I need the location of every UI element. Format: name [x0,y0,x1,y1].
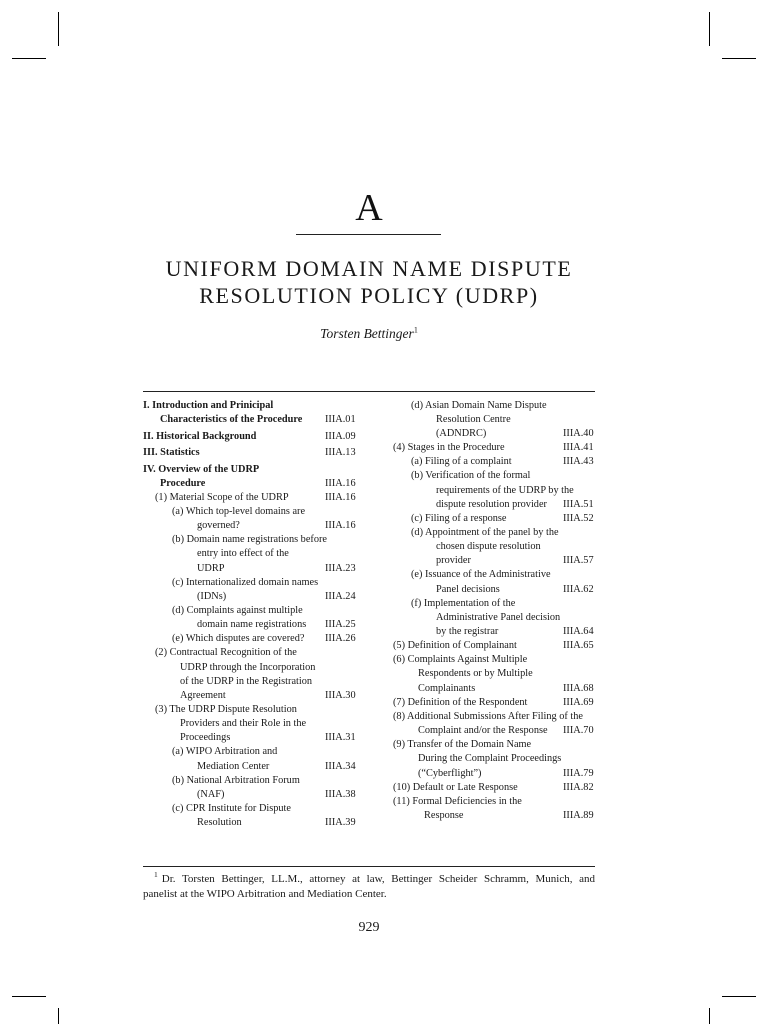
toc-entry-ii[interactable]: II. Historical Background [143,431,257,442]
toc-paragraph-ref[interactable]: IIIA.13 [325,447,356,458]
toc-paragraph-ref[interactable]: IIIA.69 [563,697,594,708]
toc-paragraph-ref[interactable]: IIIA.52 [563,513,594,524]
toc-entry[interactable]: (6) Complaints Against Multiple [393,654,528,665]
toc-entry[interactable]: requirements of the UDRP by the [436,485,574,496]
toc-paragraph-ref[interactable]: IIIA.38 [325,789,356,800]
footnote-marker: 1 [154,870,158,880]
toc-entry[interactable]: Proceedings [180,732,231,743]
toc-entry[interactable]: (NAF) [197,789,225,800]
toc-entry[interactable]: (10) Default or Late Response [393,782,518,793]
toc-top-rule [143,391,595,392]
toc-entry[interactable]: of the UDRP in the Registration [180,676,313,687]
chapter-title-line: UNIFORM DOMAIN NAME DISPUTE [165,256,573,281]
toc-entry[interactable]: (11) Formal Deficiencies in the [393,796,522,807]
toc-paragraph-ref[interactable]: IIIA.26 [325,633,356,644]
toc-entry-iv[interactable]: IV. Overview of the UDRP [143,464,260,475]
toc-entry[interactable]: (7) Definition of the Respondent [393,697,528,708]
toc-entry[interactable]: (d) Appointment of the panel by the [411,527,559,538]
toc-entry[interactable]: by the registrar [436,626,499,637]
crop-mark [58,1008,59,1024]
toc-entry[interactable]: (a) Which top-level domains are [172,506,306,517]
chapter-letter: A [355,187,383,229]
toc-paragraph-ref[interactable]: IIIA.57 [563,555,594,566]
toc-entry[interactable]: (c) CPR Institute for Dispute [172,803,291,814]
toc-entry[interactable]: chosen dispute resolution [436,541,541,552]
toc-entry-i-cont[interactable]: Characteristics of the Procedure [160,414,303,425]
toc-entry[interactable]: (4) Stages in the Procedure [393,442,505,453]
chapter-title-line: RESOLUTION POLICY (UDRP) [199,283,539,308]
chapter-rule [296,234,441,235]
toc-entry[interactable]: Providers and their Role in the [180,718,307,729]
toc-entry[interactable]: (b) Domain name registrations before [172,534,327,545]
toc-paragraph-ref[interactable]: IIIA.51 [563,499,594,510]
toc-entry[interactable]: (e) Issuance of the Administrative [411,569,551,580]
toc-entry[interactable]: Complainants [418,683,476,694]
footnote [143,872,595,902]
toc-paragraph-ref[interactable]: IIIA.70 [563,725,594,736]
toc-entry[interactable]: (5) Definition of Complainant [393,640,517,651]
toc-paragraph-ref[interactable]: IIIA.40 [563,428,594,439]
footnote-text: Dr. Torsten Bettinger, LL.M., attorney at law, Bettinger Scheider Schramm, Munich, and [161,873,595,885]
toc-paragraph-ref[interactable]: IIIA.34 [325,761,356,772]
crop-mark [58,12,59,46]
toc-entry[interactable]: Mediation Center [197,761,270,772]
toc-paragraph-ref[interactable]: IIIA.16 [325,520,356,531]
toc-paragraph-ref[interactable]: IIIA.62 [563,584,594,595]
toc-paragraph-ref[interactable]: IIIA.16 [325,478,356,489]
toc-entry-i[interactable]: I. Introduction and Prinicipal [143,400,274,411]
toc-paragraph-ref[interactable]: IIIA.89 [563,810,594,821]
crop-mark [722,996,756,997]
toc-entry[interactable]: During the Complaint Proceedings [418,753,562,764]
toc-paragraph-ref[interactable]: IIIA.09 [325,431,356,442]
toc-entry[interactable]: UDRP [197,563,225,574]
toc-entry-iv-cont[interactable]: Procedure [160,478,206,489]
toc-entry[interactable]: dispute resolution provider [436,499,547,510]
crop-mark [722,58,756,59]
toc-entry[interactable]: (c) Filing of a response [411,513,507,524]
toc-paragraph-ref[interactable]: IIIA.79 [563,768,594,779]
toc-entry[interactable]: (f) Implementation of the [411,598,516,609]
toc-entry[interactable]: (c) Internationalized domain names [172,577,319,588]
toc-entry[interactable]: (3) The UDRP Dispute Resolution [155,704,297,715]
toc-entry[interactable]: (ADNDRC) [436,428,487,439]
toc-entry-iii[interactable]: III. Statistics [143,447,200,458]
crop-mark [12,996,46,997]
toc-paragraph-ref[interactable]: IIIA.31 [325,732,356,743]
toc-entry[interactable]: provider [436,555,471,566]
toc-entry[interactable]: Response [424,810,464,821]
toc-paragraph-ref[interactable]: IIIA.64 [563,626,594,637]
toc-paragraph-ref[interactable]: IIIA.25 [325,619,356,630]
toc-entry[interactable]: (1) Material Scope of the UDRP [155,492,289,503]
toc-paragraph-ref[interactable]: IIIA.82 [563,782,594,793]
toc-entry[interactable]: (d) Asian Domain Name Dispute [411,400,547,411]
toc-entry[interactable]: UDRP through the Incorporation [180,662,316,673]
toc-entry[interactable]: Complaint and/or the Response [418,725,548,736]
toc-paragraph-ref[interactable]: IIIA.68 [563,683,594,694]
footnote-text: panelist at the WIPO Arbitration and Mediation Center. [143,888,387,900]
toc-entry[interactable]: Resolution Centre [436,414,511,425]
toc-paragraph-ref[interactable]: IIIA.65 [563,640,594,651]
toc-entry[interactable]: (9) Transfer of the Domain Name [393,739,532,750]
toc-entry[interactable]: entry into effect of the [197,548,289,559]
toc-entry[interactable]: (8) Additional Submissions After Filing of the [393,711,583,722]
toc-entry[interactable]: (a) Filing of a complaint [411,456,512,467]
toc-entry[interactable]: Resolution [197,817,242,828]
footnote-rule [143,866,595,867]
toc-entry[interactable]: domain name registrations [197,619,307,630]
toc-entry[interactable]: (“Cyberflight”) [418,768,482,779]
footnote-line [143,872,595,887]
author-name: Torsten Bettinger [320,326,414,341]
page-number: 929 [358,920,380,935]
toc-paragraph-ref[interactable]: IIIA.39 [325,817,356,828]
toc-paragraph-ref[interactable]: IIIA.30 [325,690,356,701]
author-footnote-marker[interactable]: 1 [413,325,418,335]
toc-entry[interactable]: (e) Which disputes are covered? [172,633,305,644]
toc-paragraph-ref[interactable]: IIIA.24 [325,591,356,602]
toc-entry[interactable]: (2) Contractual Recognition of the [155,647,297,658]
toc-entry[interactable]: Administrative Panel decision [436,612,561,623]
toc-entry[interactable]: (b) Verification of the formal [411,470,531,481]
toc-entry[interactable]: Agreement [180,690,226,701]
toc-entry[interactable]: (b) National Arbitration Forum [172,775,300,786]
toc-paragraph-ref[interactable]: IIIA.41 [563,442,594,453]
toc-entry[interactable]: Respondents or by Multiple [418,668,533,679]
toc-entry[interactable]: (a) WIPO Arbitration and [172,746,278,757]
toc-paragraph-ref[interactable]: IIIA.43 [563,456,594,467]
toc-paragraph-ref[interactable]: IIIA.23 [325,563,356,574]
toc-entry[interactable]: governed? [197,520,240,531]
crop-mark [709,12,710,46]
crop-mark [12,58,46,59]
toc-paragraph-ref[interactable]: IIIA.01 [325,414,356,425]
toc-entry[interactable]: (d) Complaints against multiple [172,605,303,616]
crop-mark [709,1008,710,1024]
author-line [0,326,738,342]
toc-entry[interactable]: (IDNs) [197,591,227,602]
toc-paragraph-ref[interactable]: IIIA.16 [325,492,356,503]
toc-entry[interactable]: Panel decisions [436,584,500,595]
chapter-title [0,255,738,309]
